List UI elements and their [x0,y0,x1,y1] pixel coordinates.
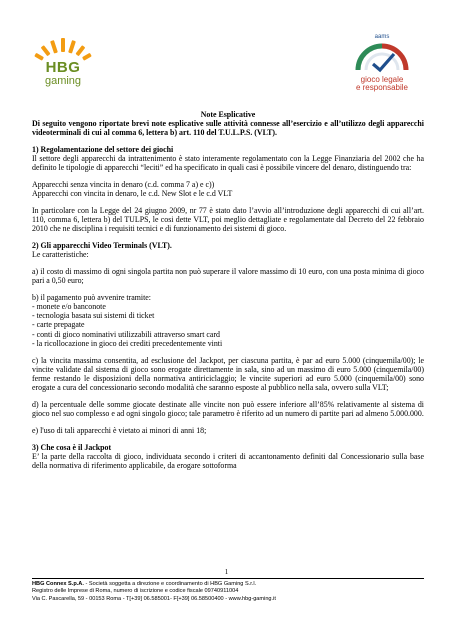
payment-list-item: - carte prepagate [32,320,85,330]
section-2-point-a: a) il costo di massimo di ogni singola partita non può superare il valore massimo di 10 euro, con una posta minima di gioco pari a 0,50 euro; [32,267,424,286]
aams-logo-label: aams [374,34,390,40]
payment-list-item: - tecnologia basata sui sistemi di ticket [32,311,155,321]
footer-line-3: Via C. Pascarella, 59 - 00153 Roma - T[+39] 06.585001- F[+39] 06.58500400 - www.hbg-gaming.it [32,595,276,602]
aams-tagline-2: e responsabile [355,83,409,92]
footer-divider [32,578,424,579]
page-footer [32,581,424,603]
payment-list-item: - conti di gioco nominativi utilizzabili attraverso smart card [32,329,221,339]
document-body [32,110,424,478]
section-2-point-d: d) la percentuale delle somme giocate destinate alle vincite non può essere inferiore all’85% relativamente al sistema di gioco nel suo complesso e ad ogni singolo gioco; tale parametro è riferito ad un numero di partite pari ad almeno 5.000.000. [32,399,424,418]
section-2-point-b: b) il pagamento può avvenire tramite: [32,293,151,303]
section-2-heading: 2) Gli apparecchi Video Terminals (VLT). [32,241,172,251]
payment-list-item: - la ricollocazione in gioco dei crediti precedentemente vinti [32,338,223,348]
intro-paragraph: Di seguito vengono riportate brevi note esplicative sulle attività connesse all’esercizio e all’utilizzo degli apparecchi videoterminali di cui al comma 6, lettera b) art. 110 del T.U.L.P.S. (VLT). [32,119,424,138]
section-1-item-a: Apparecchi senza vincita in denaro (c.d. comma 7 a) e c)) [32,180,215,190]
aams-logo [342,34,422,94]
hbg-logo-text: HBG [45,59,81,76]
section-3-paragraph-1: E’ la parte della raccolta di gioco, individuata secondo i criteri di accantonamento definiti dal Concessionario sulla base della normativa di riferimento applicabile, da erogare sottoforma [32,451,424,470]
section-1-heading: 1) Regolamentazione del settore dei giochi [32,145,174,155]
section-1-item-b: Apparecchi con vincita in denaro, le c.d. New Slot e le c.d VLT [32,189,233,199]
footer-company-note: - Società soggetta a direzione e coordinamento di HBG Gaming S.r.l. [83,581,257,587]
section-2-subheading: Le caratteristiche: [32,250,89,260]
hbg-logo-subtext: gaming [44,75,82,87]
hbg-gaming-logo [32,38,94,96]
footer-company-name: HBG Connex S.p.A. [32,581,84,587]
aams-emblem-icon [342,34,422,76]
payment-list-item: - monete e/o banconote [32,302,106,312]
aams-tagline-1: gioco legale [360,75,404,84]
section-1-paragraph-3: In particolare con la Legge del 24 giugno 2009, nr 77 è stato dato l’avvio all’introduzione degli apparecchi di cui all’art. 110, comma 6, lettera b) del TULPS, le cosi dette VLT, poi meglio dettagliate e regolamentate dal Decreto del 22 febbraio 2010 che ne disciplina i requisiti tecnici e di funzionamento dei sistemi di gioco. [32,206,424,234]
section-3-heading: 3) Che cosa è il Jackpot [32,442,112,452]
section-1-paragraph-1: Il settore degli apparecchi da intrattenimento è stato interamente regolamentato con la Legge Finanziaria del 2002 che ha definito le tipologie di apparecchi “leciti” ed ha specificato in quali casi è possibile vincere del denaro, distinguendo tra: [32,154,424,173]
document-title: Note Esplicative [200,110,256,119]
section-2-point-c: c) la vincita massima consentita, ad esclusione del Jackpot, per ciascuna partita, è par ad euro 5.000 (cinquemila/00); le vincite validate dal sistema di gioco sono erogate direttamente in sala, sino ad un massimo di euro 5.000 (cinquemila/00) ferme restando le disposizioni della normativa antiriciclaggio; le vincite superiori ad euro 5.000 (cinquemila/00) sono erogate a cura del concessionario secondo modalità che saranno esposte al pubblico nella sala, ovvero sulla VLT; [32,355,424,392]
page-number: 1 [224,568,229,576]
section-2-point-e: e) l'uso di tali apparecchi è vietato ai minori di anni 18; [32,425,207,435]
footer-line-2: Registro delle Imprese di Roma, numero di iscrizione e codice fiscale 09740911004 [32,588,239,595]
footer-line-1 [32,581,424,588]
